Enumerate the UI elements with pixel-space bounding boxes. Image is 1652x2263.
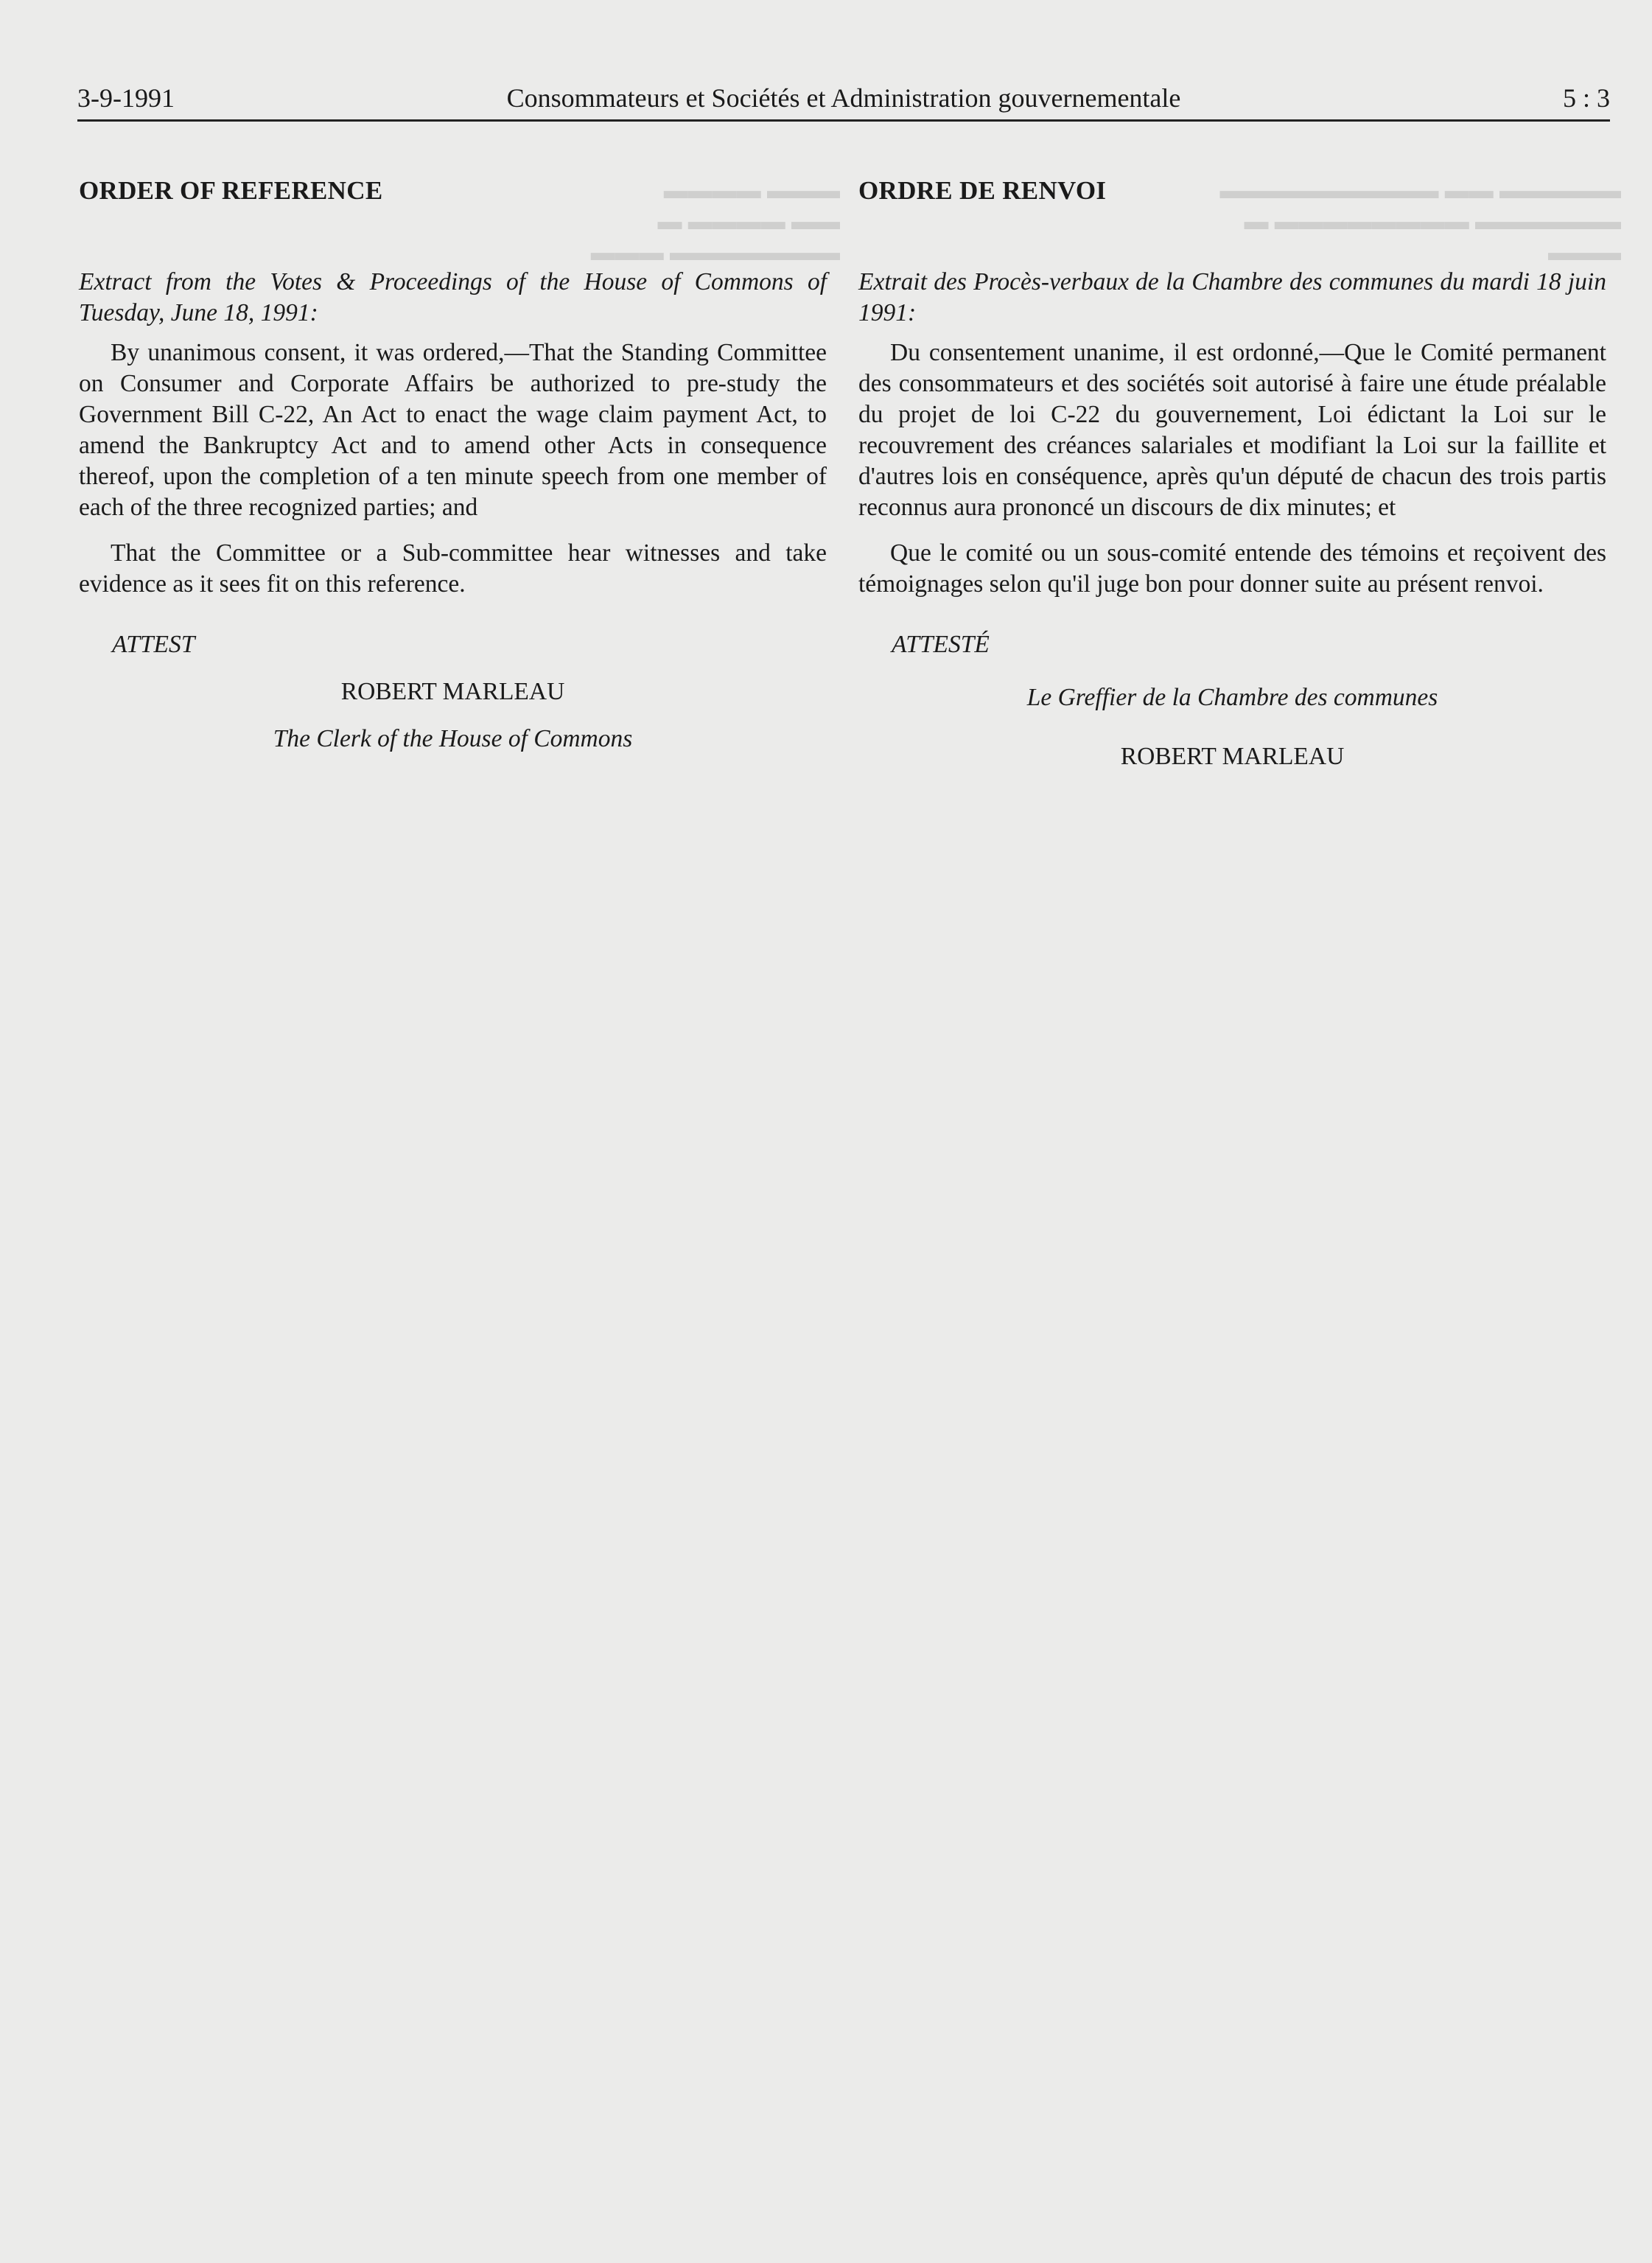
order-paragraph: By unanimous consent, it was ordered,—That the Standing Committee on Consumer and Corporate Affairs be authorized to pre-study the Government Bill C-22, An Act to enact the wage claim payment Act, to amend the Bankruptcy Act and to amend other Acts in consequence thereof, upon the completion of a ten minute speech from one member of each of the three recognized parties; and: [79, 339, 827, 521]
committee-paragraph: That the Committee or a Sub-committee hear witnesses and take evidence as it sees fit on this reference.: [79, 539, 827, 598]
clerk-signature: ROBERT MARLEAU: [1120, 743, 1345, 770]
committee-paragraph: Que le comité ou un sous-comité entende des témoins et reçoivent des témoignages selon qu'il juge bon pour donner suite au présent renvoi.: [858, 539, 1606, 598]
running-title: Consommateurs et Sociétés et Administration gouvernementale: [506, 83, 1181, 113]
attest-label: ATTESTÉ: [892, 631, 990, 658]
bleed-through-texture: ▬▬▬▬▬ ▬▬ ▬▬▬▬▬▬▬▬▬ ▬▬▬▬▬▬ ▬▬▬▬▬▬▬▬ ▬ ▬▬▬: [1219, 178, 1621, 266]
clerk-title: Le Greffier de la Chambre des communes: [1026, 684, 1438, 711]
header-date: 3-9-1991: [77, 83, 175, 113]
attest-label: ATTEST: [112, 631, 195, 658]
order-paragraph: Du consentement unanime, il est ordonné,—Que le Comité permanent des consommateurs et des sociétés soit autorisé à faire une étude préalable du projet de loi C-22 du gouvernement, Loi édictant la Loi sur le recouvrement des créances salariales et modifiant la Loi sur la faillite et d'autres lois en conséquence, après qu'un député de chacun des trois partis reconnus aura prononcé un discours de dix minutes; et: [858, 339, 1606, 521]
page-header: [77, 81, 1610, 122]
english-column: [79, 175, 827, 755]
extract-citation: Extract from the Votes & Proceedings of the House of Commons of Tuesday, June 18, 1991:: [79, 268, 827, 326]
clerk-title: The Clerk of the House of Commons: [273, 725, 633, 752]
order-of-reference-title: ORDER OF REFERENCE: [79, 176, 383, 205]
extract-citation: Extrait des Procès-verbaux de la Chambre des communes du mardi 18 juin 1991:: [858, 268, 1606, 326]
ordre-de-renvoi-title: ORDRE DE RENVOI: [858, 176, 1107, 205]
bleed-through-texture: ▬▬▬ ▬▬▬▬ ▬▬ ▬▬▬▬ ▬ ▬▬▬▬▬▬▬ ▬▬▬: [590, 178, 840, 266]
clerk-signature: ROBERT MARLEAU: [340, 678, 565, 705]
page-number: 5 : 3: [1562, 83, 1610, 113]
french-column: [858, 175, 1606, 772]
